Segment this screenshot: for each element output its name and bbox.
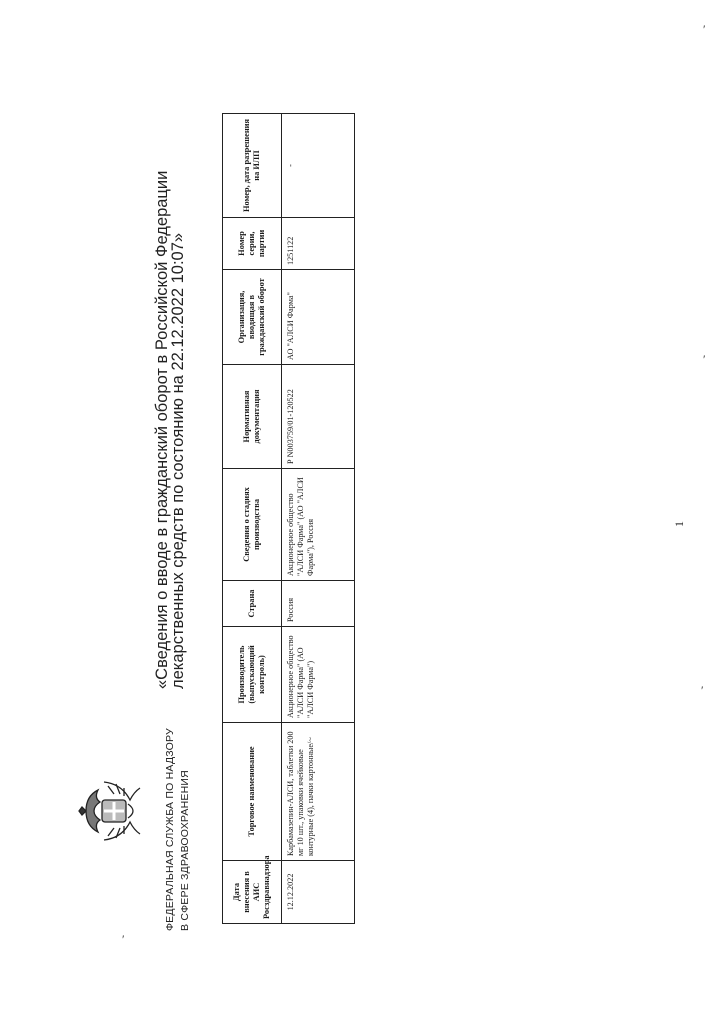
header-production-stages: Сведения о стадиях производства	[223, 469, 282, 581]
title-line-1: «Сведения о вводе в гражданский оборот в Российской Федерации	[153, 170, 171, 689]
header-manufacturer: Производитель (выпускающий контроль)	[223, 627, 282, 723]
scan-mark: ′	[703, 22, 706, 36]
page-number: 1	[672, 521, 686, 527]
header-permit: Номер, дата разрешения на ИЛП	[223, 114, 282, 218]
cell-permit: -	[282, 114, 355, 218]
cell-country: Россия	[282, 581, 355, 627]
cell-batch: 1251122	[282, 218, 355, 270]
agency-line-1: ФЕДЕРАЛЬНАЯ СЛУЖБА ПО НАДЗОРУ	[164, 728, 176, 931]
document-title	[154, 129, 186, 689]
scan-mark: ′	[701, 683, 704, 697]
cell-manufacturer: Акционерное общество "АЛСИ Фарма" (АО "АЛСИ Фарма")	[282, 627, 355, 723]
title-line-2: лекарственных средств по состоянию на 22.12.2022 10:07»	[169, 232, 187, 689]
header-trade-name: Торговое наименование	[223, 723, 282, 861]
header-batch: Номер серии, партии	[223, 218, 282, 270]
scan-mark: ′	[122, 932, 125, 946]
cell-production-stages: Акционерное общество "АЛСИ Фарма" (АО "АЛСИ Фарма"), Россия	[282, 469, 355, 581]
registry-table	[222, 113, 355, 924]
agency-line-2: В СФЕРЕ ЗДРАВООХРАНЕНИЯ	[179, 770, 191, 931]
cell-date: 12.12.2022	[282, 861, 355, 924]
header-organization: Организация, вводящая в гражданский оборот	[223, 270, 282, 365]
table-row	[282, 114, 355, 924]
scan-mark: ′	[703, 352, 706, 366]
cell-normative-doc: Р N003759/01-120522	[282, 365, 355, 469]
cell-trade-name: Карбамазепин-АЛСИ, таблетки 200 мг 10 шт., упаковки ячейковые контурные (4), пачки картонные/~	[282, 723, 355, 861]
header-normative-doc: Нормативная документация	[223, 365, 282, 469]
header-date: Дата внесения в АИС Росздравнадзора	[223, 861, 282, 924]
eagle-emblem-icon	[78, 776, 144, 846]
table-header-row	[223, 114, 282, 924]
cell-organization: АО "АЛСИ Фарма"	[282, 270, 355, 365]
agency-name	[163, 691, 193, 931]
header-country: Страна	[223, 581, 282, 627]
